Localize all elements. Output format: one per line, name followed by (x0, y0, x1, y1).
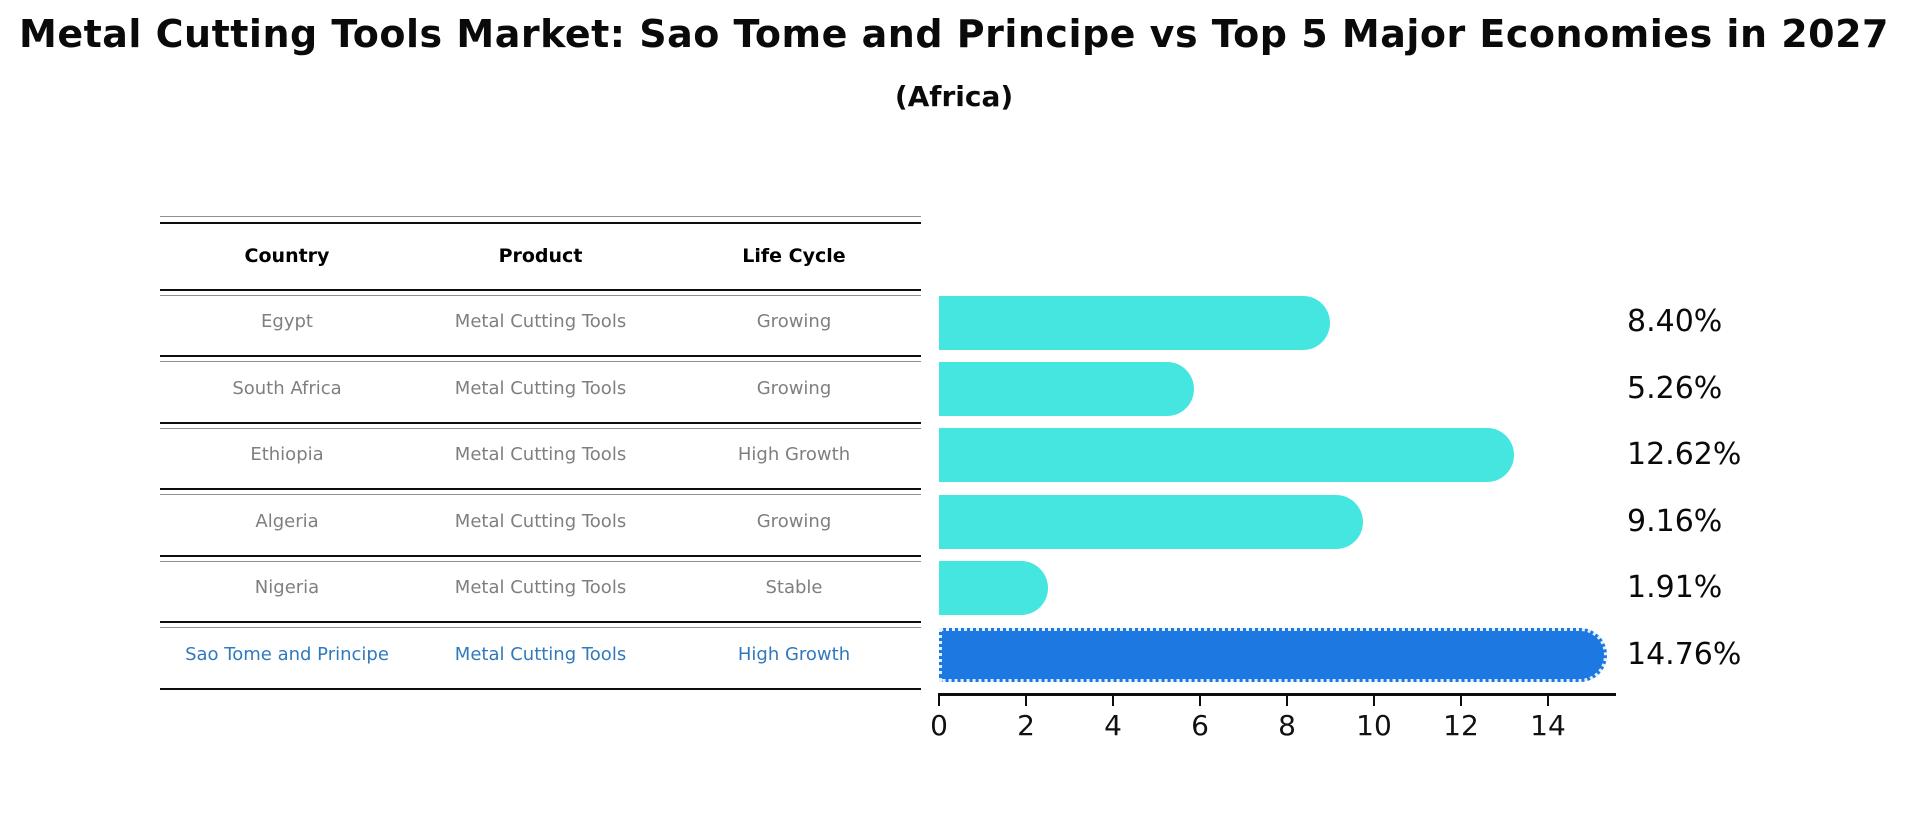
table-border-echo (160, 295, 921, 296)
table-border-echo (160, 627, 921, 628)
chart-subtitle: (Africa) (894, 80, 1014, 113)
country-cell: Sao Tome and Principe (185, 644, 389, 665)
value-label-sao-tome-and-principe: 14.76% (1627, 637, 1742, 672)
x-tick-label: 6 (1191, 709, 1209, 742)
value-label-nigeria: 1.91% (1627, 570, 1723, 605)
country-cell: Ethiopia (250, 444, 324, 465)
bar-egypt (939, 296, 1330, 350)
product-cell: Metal Cutting Tools (454, 378, 627, 399)
bar-sao-tome-and-principe-highlight (939, 628, 1607, 682)
life-cycle-cell: High Growth (737, 444, 851, 465)
table-border-echo (160, 494, 921, 495)
value-label-ethiopia: 12.62% (1627, 437, 1742, 472)
product-cell: Metal Cutting Tools (454, 577, 627, 598)
column-header-product: Product (498, 245, 583, 267)
table-row-south-africa (160, 374, 921, 404)
country-cell: Egypt (261, 311, 313, 332)
life-cycle-cell: Stable (765, 577, 823, 598)
table-border (160, 621, 921, 623)
life-cycle-cell: Growing (756, 311, 832, 332)
life-cycle-cell: Growing (756, 511, 832, 532)
x-axis-tick (1112, 696, 1114, 706)
value-label-algeria: 9.16% (1627, 504, 1723, 539)
product-cell: Metal Cutting Tools (454, 444, 627, 465)
table-border-bottom (160, 688, 921, 690)
x-tick-label: 2 (1017, 709, 1035, 742)
table-border (160, 422, 921, 424)
x-tick-label: 10 (1356, 709, 1392, 742)
x-axis-tick (1199, 696, 1201, 706)
table-border-echo (160, 428, 921, 429)
table-row-ethiopia (160, 440, 921, 470)
x-axis-tick (1286, 696, 1288, 706)
bar-algeria (939, 495, 1363, 549)
table-row-egypt (160, 307, 921, 337)
table-border (160, 222, 921, 224)
table-row-nigeria (160, 573, 921, 603)
country-cell: Algeria (255, 511, 319, 532)
table-border-echo (160, 361, 921, 362)
x-axis-tick (1547, 696, 1549, 706)
product-cell: Metal Cutting Tools (454, 644, 627, 665)
product-cell: Metal Cutting Tools (454, 311, 627, 332)
chart-title: Metal Cutting Tools Market: Sao Tome and Principe vs Top 5 Major Economies in 2027 (19, 12, 1889, 56)
x-tick-label: 0 (930, 709, 948, 742)
x-axis-tick (938, 696, 940, 706)
x-tick-label: 14 (1530, 709, 1566, 742)
life-cycle-cell: High Growth (737, 644, 851, 665)
value-label-egypt: 8.40% (1627, 304, 1723, 339)
table-header-row (160, 241, 921, 271)
table-border (160, 355, 921, 357)
bar-nigeria (939, 561, 1048, 615)
table-outline-top (160, 216, 921, 217)
table-border (160, 289, 921, 291)
x-tick-label: 8 (1278, 709, 1296, 742)
bar-south-africa (939, 362, 1194, 416)
table-row-algeria (160, 507, 921, 537)
x-axis-line (938, 693, 1616, 696)
value-label-south-africa: 5.26% (1627, 371, 1723, 406)
life-cycle-cell: Growing (756, 378, 832, 399)
table-border (160, 488, 921, 490)
x-axis-tick (1025, 696, 1027, 706)
x-tick-label: 12 (1443, 709, 1479, 742)
column-header-country: Country (244, 245, 330, 267)
country-cell: South Africa (232, 378, 342, 399)
product-cell: Metal Cutting Tools (454, 511, 627, 532)
country-cell: Nigeria (254, 577, 320, 598)
table-row-sao-tome-and-principe (160, 640, 921, 670)
column-header-life-cycle: Life Cycle (742, 245, 846, 267)
x-axis-tick (1460, 696, 1462, 706)
x-tick-label: 4 (1104, 709, 1122, 742)
table-border (160, 555, 921, 557)
table-border-echo (160, 561, 921, 562)
x-axis-tick (1373, 696, 1375, 706)
bar-ethiopia (939, 428, 1514, 482)
